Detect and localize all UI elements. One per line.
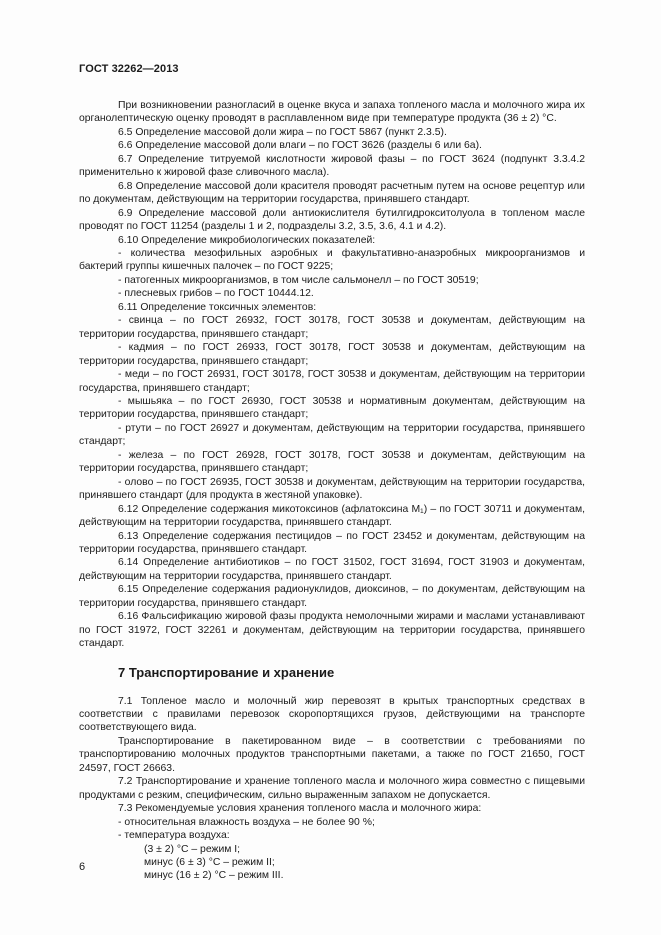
list-item: - кадмия – по ГОСТ 26933, ГОСТ 30178, ГОСТ 30538 и документам, действующим на территории государства, принявшего стандарт;: [79, 342, 585, 367]
paragraph: 6.12 Определение содержания микотоксинов (афлатоксина М₁) – по ГОСТ 30711 и документам, действующим на территории государства, принявшего стандарт.: [79, 503, 585, 529]
paragraph: 6.8 Определение массовой доли красителя проводят расчетным путем на основе рецептур или по документам, действующим на территории государства, принявшего стандарт.: [79, 180, 585, 206]
paragraph: 6.6 Определение массовой доли влаги – по ГОСТ 3626 (разделы 6 или 6а).: [118, 140, 482, 152]
paragraph: 6.15 Определение содержания радионуклидов, диоксинов, – по документам, действующим на территории государства, принявшего стандарт.: [79, 584, 585, 609]
list-item: - температура воздуха:: [118, 830, 230, 842]
paragraph: 6.11 Определение токсичных элементов:: [118, 301, 317, 313]
paragraph: 6.16 Фальсификацию жировой фазы продукта немолочными жирами и маслами устанавливают по ГОСТ 31972, ГОСТ 32261 и документам, действующим на территории государства, принявшего стандарт.: [79, 611, 585, 650]
storage-mode-item: (3 ± 2) °С – режим I;: [144, 843, 241, 855]
paragraph: 7.3 Рекомендуемые условия хранения топленого масла и молочного жира:: [118, 803, 482, 815]
list-item: - олово – по ГОСТ 26935, ГОСТ 30538 и документам, действующим на территории государства, принявшего стандарт (для продукта в жестяной упаковке).: [79, 476, 585, 502]
document-header: ГОСТ 32262—2013: [79, 63, 179, 75]
document-body: [79, 99, 585, 883]
storage-mode-item: минус (6 ± 3) °С – режим II;: [144, 857, 275, 869]
list-item: - свинца – по ГОСТ 26932, ГОСТ 30178, ГОСТ 30538 и документам, действующим на территории государства, принявшего стандарт;: [79, 315, 585, 340]
paragraph: 6.7 Определение титруемой кислотности жировой фазы – по ГОСТ 3624 (подпункт 3.3.4.2 применительно к жировой фазе сливочного масла).: [79, 153, 585, 179]
list-item: - патогенных микроорганизмов, в том числе сальмонелл – по ГОСТ 30519;: [118, 274, 479, 286]
storage-mode-item: минус (16 ± 2) °С – режим III.: [144, 870, 284, 882]
section-heading: 7 Транспортирование и хранение: [118, 664, 335, 680]
paragraph: 6.9 Определение массовой доли антиокислителя бутилгидрокситолуола в топленом масле проводят по ГОСТ 11254 (разделы 1 и 2, подразделы 3.2, 3.5, 3.6, 4.1 и 4.2).: [79, 207, 585, 233]
list-item: - количества мезофильных аэробных и факультативно-анаэробных микроорганизмов и бактерий группы кишечных палочек – по ГОСТ 9225;: [79, 247, 585, 273]
list-item: - относительная влажность воздуха – не более 90 %;: [118, 816, 375, 828]
paragraph: 6.13 Определение содержания пестицидов – по ГОСТ 23452 и документам, действующим на территории государства, принявшего стандарт.: [79, 530, 585, 555]
page-number: 6: [79, 861, 86, 873]
paragraph: Транспортирование в пакетированном виде – в соответствии с требованиями по транспортированию молочных продуктов транспортными пакетами, а также по ГОСТ 21650, ГОСТ 24597, ГОСТ 26663.: [79, 735, 585, 774]
list-item: - плесневых грибов – по ГОСТ 10444.12.: [118, 288, 314, 300]
list-item: - меди – по ГОСТ 26931, ГОСТ 30178, ГОСТ 30538 и документам, действующим на территории государства, принявшего стандарт;: [79, 369, 585, 394]
paragraph: 6.10 Определение микробиологических показателей:: [118, 234, 376, 246]
paragraph: 7.1 Топленое масло и молочный жир перевозят в крытых транспортных средствах в соответствии с правилами перевозок скоропортящихся грузов, действующими на транспорте соответствующего вида.: [79, 695, 585, 734]
paragraph: 7.2 Транспортирование и хранение топленого масла и молочного жира совместно с пищевыми продуктами с резким, специфическим, сильно выраженным запахом не допускается.: [79, 776, 585, 801]
paragraph: При возникновении разногласий в оценке вкуса и запаха топленого масла и молочного жира их органолептическую оценку проводят в расплавленном виде при температуре продукта (36 ± 2) °С.: [79, 100, 585, 125]
list-item: - мышьяка – по ГОСТ 26930, ГОСТ 30538 и нормативным документам, действующим на территории государства, принявшего стандарт;: [79, 395, 585, 421]
list-item: - ртути – по ГОСТ 26927 и документам, действующим на территории государства, принявшего стандарт;: [79, 422, 585, 448]
paragraph: 6.14 Определение антибиотиков – по ГОСТ 31502, ГОСТ 31694, ГОСТ 31903 и документам, действующим на территории государства, принявшего стандарт.: [79, 557, 585, 582]
list-item: - железа – по ГОСТ 26928, ГОСТ 30178, ГОСТ 30538 и документам, действующим на территории государства, принявшего стандарт;: [79, 449, 585, 475]
paragraph: 6.5 Определение массовой доли жира – по ГОСТ 5867 (пункт 2.3.5).: [118, 126, 447, 138]
